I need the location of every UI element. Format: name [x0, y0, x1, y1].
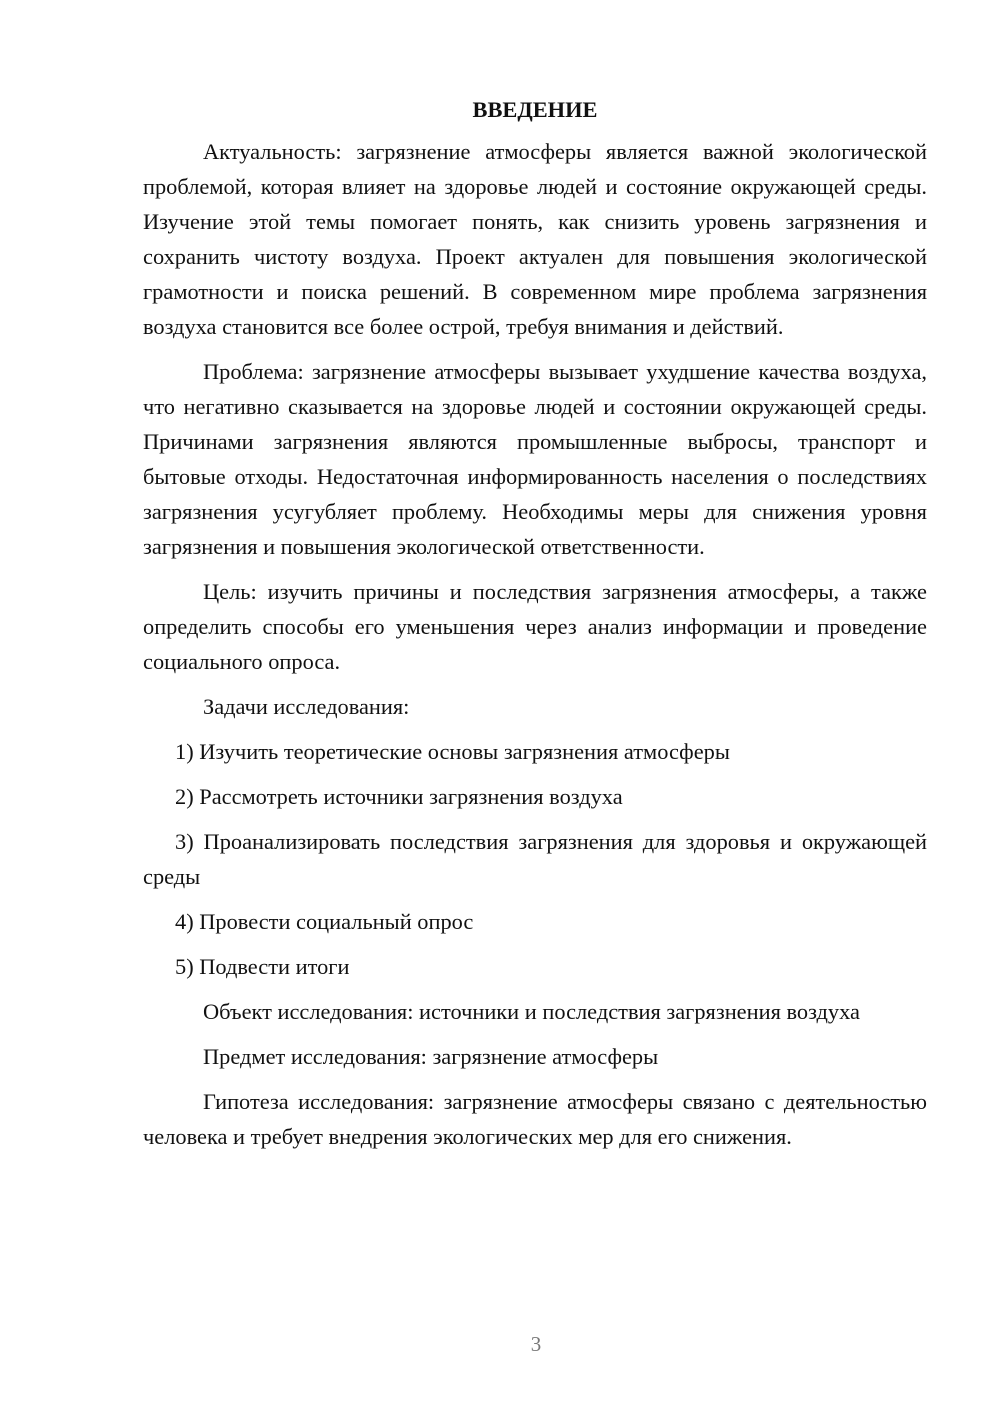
page-number: 3 [530, 1332, 542, 1356]
document-page [143, 96, 927, 1164]
object-paragraph: Объект исследования: источники и последствия загрязнения воздуха [203, 999, 860, 1024]
hypothesis-paragraph: Гипотеза исследования: загрязнение атмосферы связано с деятельностью человека и требует внедрения экологических мер для его снижения. [143, 1089, 927, 1149]
problem-paragraph: Проблема: загрязнение атмосферы вызывает ухудшение качества воздуха, что негативно сказывается на здоровье людей и состоянии окружающей среды. Причинами загрязнения являются промышленные выбросы, транспорт и бытовые отходы. Недостаточная информированность населения о последствиях загрязнения усугубляет проблему. Необходимы меры для снижения уровня загрязнения и повышения экологической ответственности. [143, 359, 927, 559]
goal-paragraph: Цель: изучить причины и последствия загрязнения атмосферы, а также определить способы его уменьшения через анализ информации и проведение социального опроса. [143, 579, 927, 674]
section-title: ВВЕДЕНИЕ [472, 97, 598, 122]
task-item-4: 4) Провести социальный опрос [175, 909, 474, 934]
task-item-2: 2) Рассмотреть источники загрязнения воздуха [175, 784, 623, 809]
subject-paragraph: Предмет исследования: загрязнение атмосферы [203, 1044, 659, 1069]
task-item-3: 3) Проанализировать последствия загрязнения для здоровья и окружающей среды [143, 829, 927, 889]
relevance-paragraph: Актуальность: загрязнение атмосферы является важной экологической проблемой, которая влияет на здоровье людей и состояние окружающей среды. Изучение этой темы помогает понять, как снизить уровень загрязнения и сохранить чистоту воздуха. Проект актуален для повышения экологической грамотности и поиска решений. В современном мире проблема загрязнения воздуха становится все более острой, требуя внимания и действий. [143, 139, 927, 339]
task-item-5: 5) Подвести итоги [175, 954, 350, 979]
task-item-1: 1) Изучить теоретические основы загрязнения атмосферы [175, 739, 730, 764]
tasks-heading: Задачи исследования: [203, 694, 410, 719]
